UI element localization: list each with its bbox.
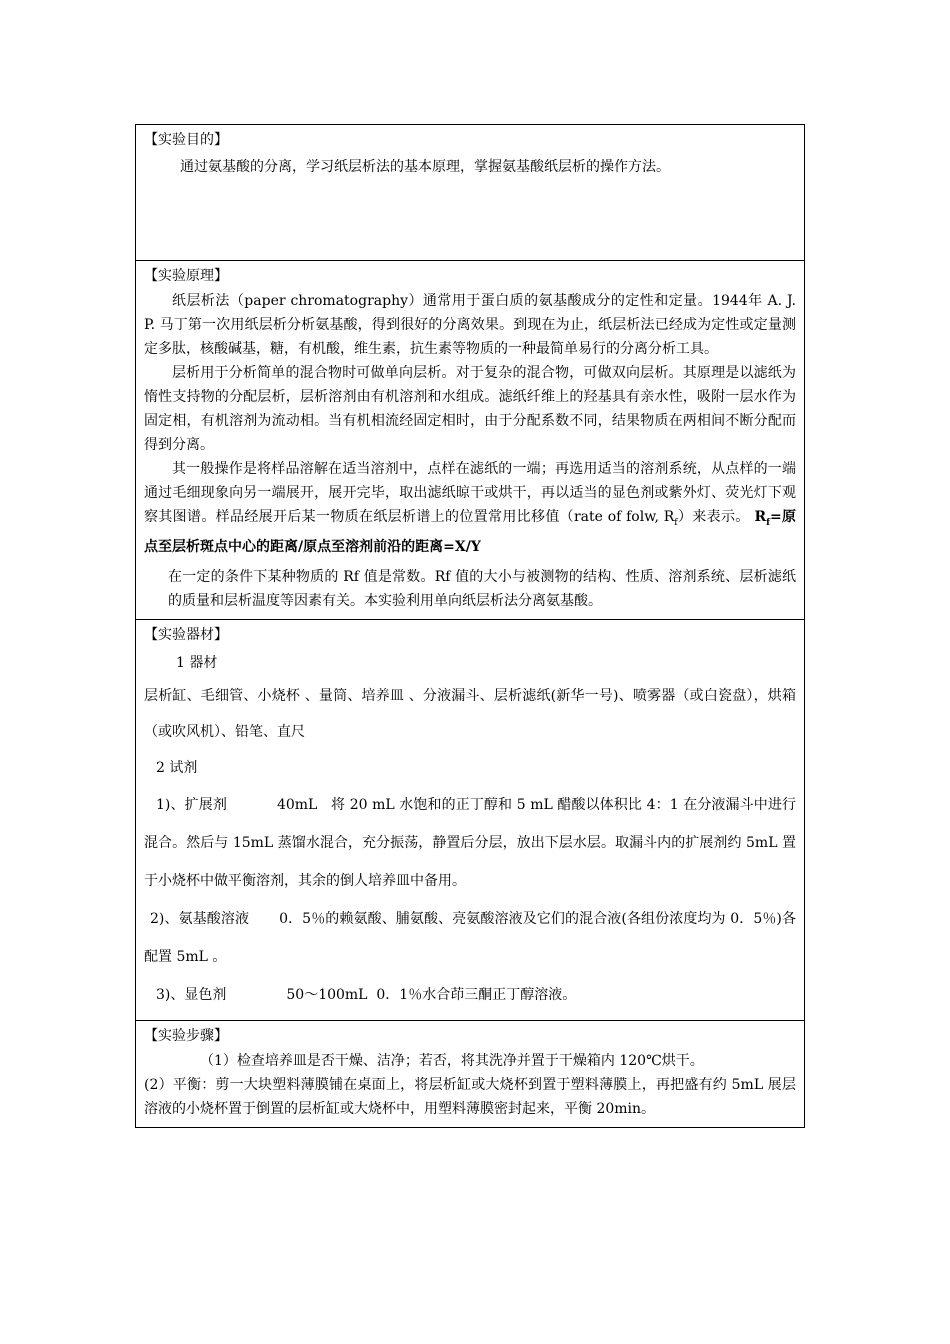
reagent-3 bbox=[144, 976, 796, 1014]
steps-row bbox=[136, 1020, 805, 1127]
reagent-2-label: 2)、氨基酸溶液 bbox=[150, 910, 250, 927]
rf-symbol: R bbox=[754, 509, 767, 525]
principle-paragraph-1: 纸层析法（paper chromatography）通常用于蛋白质的氨基酸成分的定性和定量。1944年 A. J. P. 马丁第一次用纸层析分析氨基酸，得到很好的分离效果。到现在为止，纸层析法已经成为定性或定量测定多肽，核酸碱基，糖，有机酸，维生素，抗生素等物质的一种最简单易行的分离分析工具。 bbox=[144, 293, 796, 357]
principle-paragraph-2: 层析用于分析简单的混合物时可做单向层析。对于复杂的混合物，可做双向层析。其原理是以滤纸为惰性支持物的分配层析，层析溶剂由有机溶剂和水组成。滤纸纤维上的羟基具有亲水性，吸附一层水作为固定相，有机溶剂为流动相。当有机相流经固定相时，由于分配系数不同，结果物质在两相间不断分配而得到分离。 bbox=[144, 365, 796, 453]
steps-cell bbox=[136, 1020, 805, 1127]
principle-row bbox=[136, 261, 805, 620]
rf-subscript: f bbox=[766, 517, 770, 528]
reagent-1-amount: 40mL bbox=[276, 796, 318, 813]
rf-definition: =原点至层析斑点中心的距离/原点至溶剂前沿的距离=X/Y bbox=[144, 509, 797, 555]
materials-row bbox=[136, 619, 805, 1020]
lab-report-table bbox=[135, 124, 805, 1128]
purpose-cell bbox=[136, 125, 805, 261]
reagent-2 bbox=[144, 900, 796, 976]
reagent-subheading: 2 试剂 bbox=[156, 759, 198, 776]
principle-p3-text-end: ）来表示。 bbox=[677, 509, 750, 525]
principle-cell bbox=[136, 261, 805, 620]
reagent-3-amount: 50～100mL bbox=[286, 986, 368, 1003]
purpose-text: 通过氨基酸的分离，学习纸层析法的基本原理，掌握氨基酸纸层析的操作方法。 bbox=[180, 159, 670, 175]
reagent-1-label: 1)、扩展剂 bbox=[156, 796, 227, 813]
principle-p4-text: 在一定的条件下某种物质的 Rf 值是常数。Rf 值的大小与被测物的结构、性质、溶剂系统、层析滤纸的质量和层析温度等因素有关。本实验利用单向纸层析法分离氨基酸。 bbox=[168, 568, 796, 609]
principle-paragraph-4 bbox=[144, 565, 796, 613]
equipment-subheading: 1 器材 bbox=[176, 654, 218, 671]
principle-heading: 【实验原理】 bbox=[144, 268, 228, 284]
principle-paragraph-3 bbox=[144, 457, 796, 559]
reagent-3-text: 0．1％水合茚三酮正丁醇溶液。 bbox=[376, 986, 577, 1003]
principle-p3-subscript: f bbox=[674, 517, 678, 528]
step-1: （1）检查培养皿是否干燥、洁净；若否，将其洗净并置于干燥箱内 120℃烘干。 bbox=[200, 1052, 704, 1069]
steps-heading: 【实验步骤】 bbox=[144, 1027, 228, 1044]
equipment-list: 层析缸、毛细管、小烧杯 、量筒、培养皿 、分液漏斗、层析滤纸(新华一号)、喷雾器（或白瓷盘），烘箱（或吹风机）、铅笔、直尺 bbox=[144, 687, 796, 740]
purpose-row bbox=[136, 125, 805, 261]
materials-heading: 【实验器材】 bbox=[144, 626, 228, 643]
materials-cell bbox=[136, 619, 805, 1020]
reagent-2-text: 0．5％的赖氨酸、脯氨酸、亮氨酸溶液及它们的混合液(各组份浓度均为 0．5％)各配置 5mL 。 bbox=[144, 910, 796, 965]
purpose-heading: 【实验目的】 bbox=[144, 132, 228, 148]
reagent-1 bbox=[144, 786, 796, 900]
principle-p3-text: 其一般操作是将样品溶解在适当溶剂中，点样在滤纸的一端；再选用适当的溶剂系统，从点样的一端通过毛细现象向另一端展开，展开完毕，取出滤纸晾干或烘干，再以适当的显色剂或紫外灯、荧光灯下观察其图谱。样品经展开后某一物质在纸层析谱上的位置常用比移值（rate of folw, R bbox=[144, 461, 796, 525]
step-2: (2）平衡：剪一大块塑料薄膜铺在桌面上，将层析缸或大烧杯到置于塑料薄膜上，再把盛有约 5mL 展层溶液的小烧杯置于倒置的层析缸或大烧杯中，用塑料薄膜密封起来，平衡 20min。 bbox=[144, 1076, 796, 1117]
reagent-1-text: 将 20 mL 水饱和的正丁醇和 5 mL 醋酸以体积比 4：1 在分液漏斗中进行混合。然后与 15mL 蒸馏水混合，充分振荡，静置后分层，放出下层水层。取漏斗内的扩展剂约 5mL 置于小烧杯中做平衡溶剂，其余的倒人培养皿中备用。 bbox=[144, 796, 797, 889]
reagent-3-label: 3)、显色剂 bbox=[156, 986, 227, 1003]
